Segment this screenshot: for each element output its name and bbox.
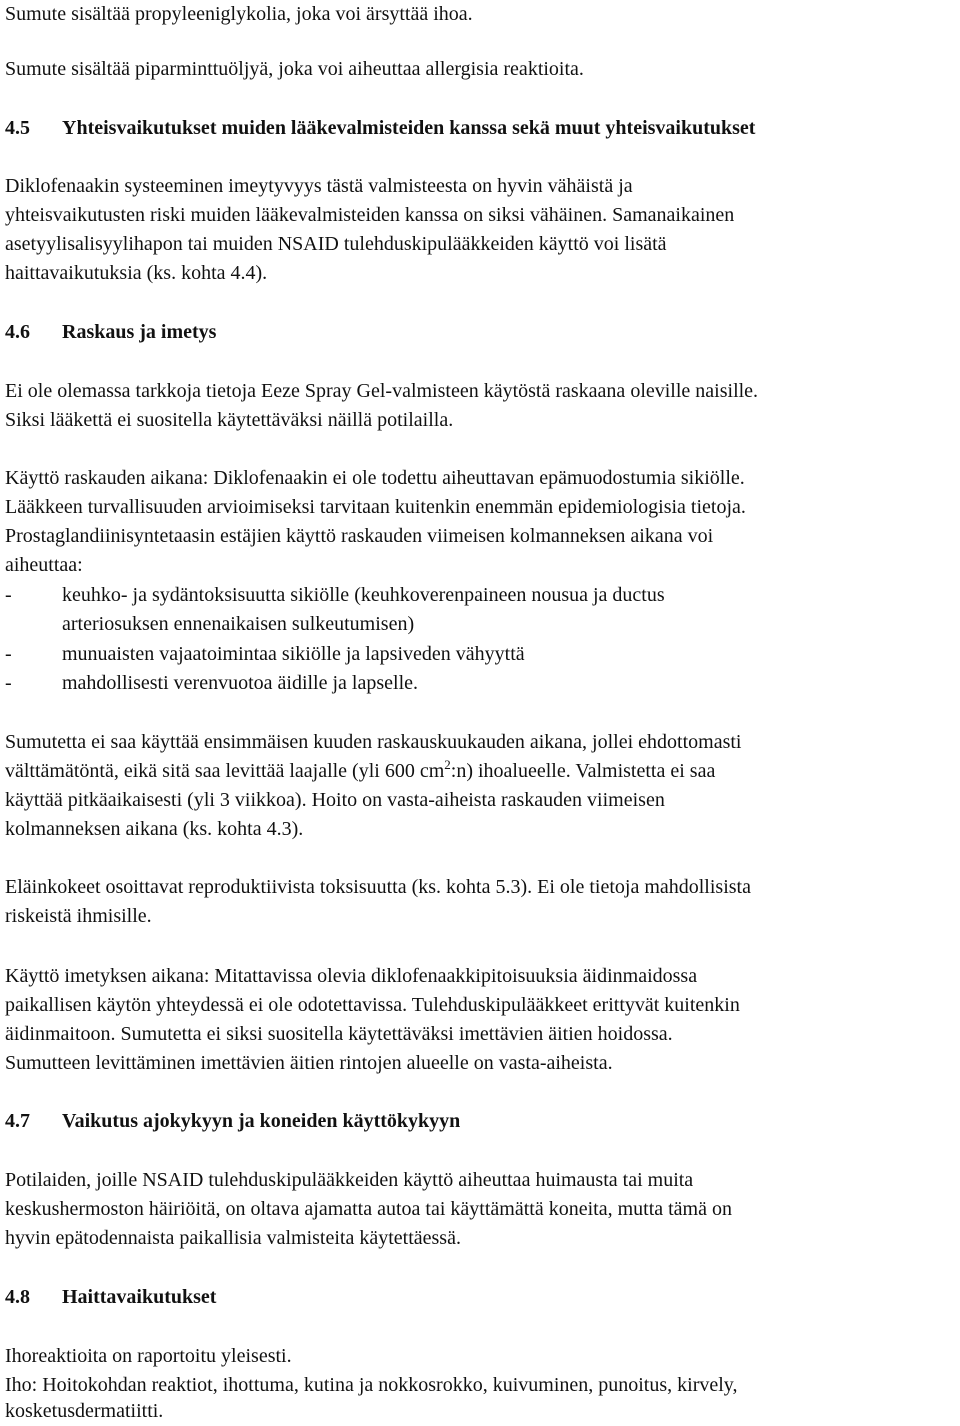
paragraph-line: Sumutetta ei saa käyttää ensimmäisen kuuden raskauskuukauden aikana, jollei ehdottomasti: [5, 731, 742, 753]
paragraph-line: yhteisvaikutusten riski muiden lääkevalmisteiden kanssa on siksi vähäinen. Samanaikainen: [5, 204, 735, 226]
paragraph-line: aiheuttaa:: [5, 554, 83, 576]
paragraph-line: Käyttö raskauden aikana: Diklofenaakin ei ole todettu aiheuttavan epämuodostumia sikiölle.: [5, 467, 745, 489]
paragraph-line: [5, 757, 715, 786]
paragraph-line: asetyylisalisyylihapon tai muiden NSAID tulehduskipulääkkeiden käyttö voi lisätä: [5, 233, 667, 255]
paragraph-line: Ei ole olemassa tarkkoja tietoja Eeze Spray Gel-valmisteen käytöstä raskaana oleville naisille.: [5, 380, 759, 402]
section-title: Vaikutus ajokykyyn ja koneiden käyttökykyyn: [62, 1110, 461, 1132]
section-title: Raskaus ja imetys: [62, 321, 217, 343]
paragraph-line: Sumutteen levittäminen imettävien äitien rintojen alueelle on vasta-aiheista.: [5, 1052, 613, 1074]
list-dash: -: [5, 672, 12, 694]
paragraph-line: hyvin epätodennaista paikallisia valmisteita käytettäessä.: [5, 1227, 461, 1249]
section-4-5-heading: [5, 114, 755, 143]
section-4-7-heading: [5, 1107, 460, 1136]
paragraph-line: paikallisen käytön yhteydessä ei ole odotettavissa. Tulehduskipulääkkeet erittyvät kuitenkin: [5, 994, 740, 1016]
section-number: 4.6: [5, 321, 30, 343]
paragraph-line: Käyttö imetyksen aikana: Mitattavissa olevia diklofenaakkipitoisuuksia äidinmaidossa: [5, 965, 698, 987]
list-item: [5, 669, 418, 698]
paragraph-line: kolmanneksen aikana (ks. kohta 4.3).: [5, 818, 304, 840]
paragraph-line: käyttää pitkäaikaisesti (yli 3 viikkoa). Hoito on vasta-aiheista raskauden viimeisen: [5, 789, 665, 811]
paragraph-line: Eläinkokeet osoittavat reproduktiivista toksisuutta (ks. kohta 5.3). Ei ole tietoja mahdollisista: [5, 876, 751, 898]
section-number: 4.8: [5, 1286, 30, 1308]
list-item-text: mahdollisesti verenvuotoa äidille ja lapselle.: [62, 672, 419, 694]
section-4-6-heading: [5, 318, 216, 347]
list-item-continuation: arteriosuksen ennenaikaisen sulkeutumisen): [62, 613, 415, 635]
section-title: Yhteisvaikutukset muiden lääkevalmisteiden kanssa sekä muut yhteisvaikutukset: [62, 117, 756, 139]
superscript: 2: [444, 757, 451, 772]
section-title: Haittavaikutukset: [62, 1286, 217, 1308]
paragraph-line: kosketusdermatiitti.: [5, 1400, 164, 1422]
paragraph-line: äidinmaitoon. Sumutetta ei siksi suositella käytettäväksi imettävien äitien hoidossa.: [5, 1023, 673, 1045]
paragraph-line: Diklofenaakin systeeminen imeytyvyys tästä valmisteesta on hyvin vähäistä ja: [5, 175, 633, 197]
paragraph-line: keskushermoston häiriöitä, on oltava ajamatta autoa tai käyttämättä koneita, mutta tämä on: [5, 1198, 732, 1220]
paragraph-line: Prostaglandiinisyntetaasin estäjien käyttö raskauden viimeisen kolmanneksen aikana voi: [5, 525, 714, 547]
section-number: 4.7: [5, 1110, 30, 1132]
paragraph-line: Lääkkeen turvallisuuden arvioimiseksi tarvitaan kuitenkin enemmän epidemiologisia tietoja.: [5, 496, 746, 518]
paragraph-line: haittavaikutuksia (ks. kohta 4.4).: [5, 262, 268, 284]
section-4-8-heading: [5, 1283, 216, 1312]
list-dash: -: [5, 643, 12, 665]
paragraph-line: Potilaiden, joille NSAID tulehduskipulääkkeiden käyttö aiheuttaa huimausta tai muita: [5, 1169, 694, 1191]
intro-line-1: Sumute sisältää propyleeniglykolia, joka voi ärsyttää ihoa.: [5, 3, 473, 25]
paragraph-line: Siksi lääkettä ei suositella käytettäväksi näillä potilailla.: [5, 409, 454, 431]
paragraph-line: riskeistä ihmisille.: [5, 905, 152, 927]
paragraph-line: Ihoreaktioita on raportoitu yleisesti.: [5, 1345, 292, 1367]
list-item: [5, 640, 525, 669]
list-item: [5, 581, 665, 610]
text-span: välttämätöntä, eikä sitä saa levittää laajalle (yli 600 cm: [5, 760, 445, 782]
intro-line-2: Sumute sisältää piparminttuöljyä, joka voi aiheuttaa allergisia reaktioita.: [5, 58, 584, 80]
paragraph-line: Iho: Hoitokohdan reaktiot, ihottuma, kutina ja nokkosrokko, kuivuminen, punoitus, kirvely,: [5, 1374, 738, 1396]
list-dash: -: [5, 584, 12, 606]
list-item-text: keuhko- ja sydäntoksisuutta sikiölle (keuhkoverenpaineen nousua ja ductus: [62, 584, 665, 606]
text-span: :n) ihoalueelle. Valmistetta ei saa: [450, 760, 716, 782]
section-number: 4.5: [5, 117, 30, 139]
list-item-text: munuaisten vajaatoimintaa sikiölle ja lapsiveden vähyyttä: [62, 643, 525, 665]
